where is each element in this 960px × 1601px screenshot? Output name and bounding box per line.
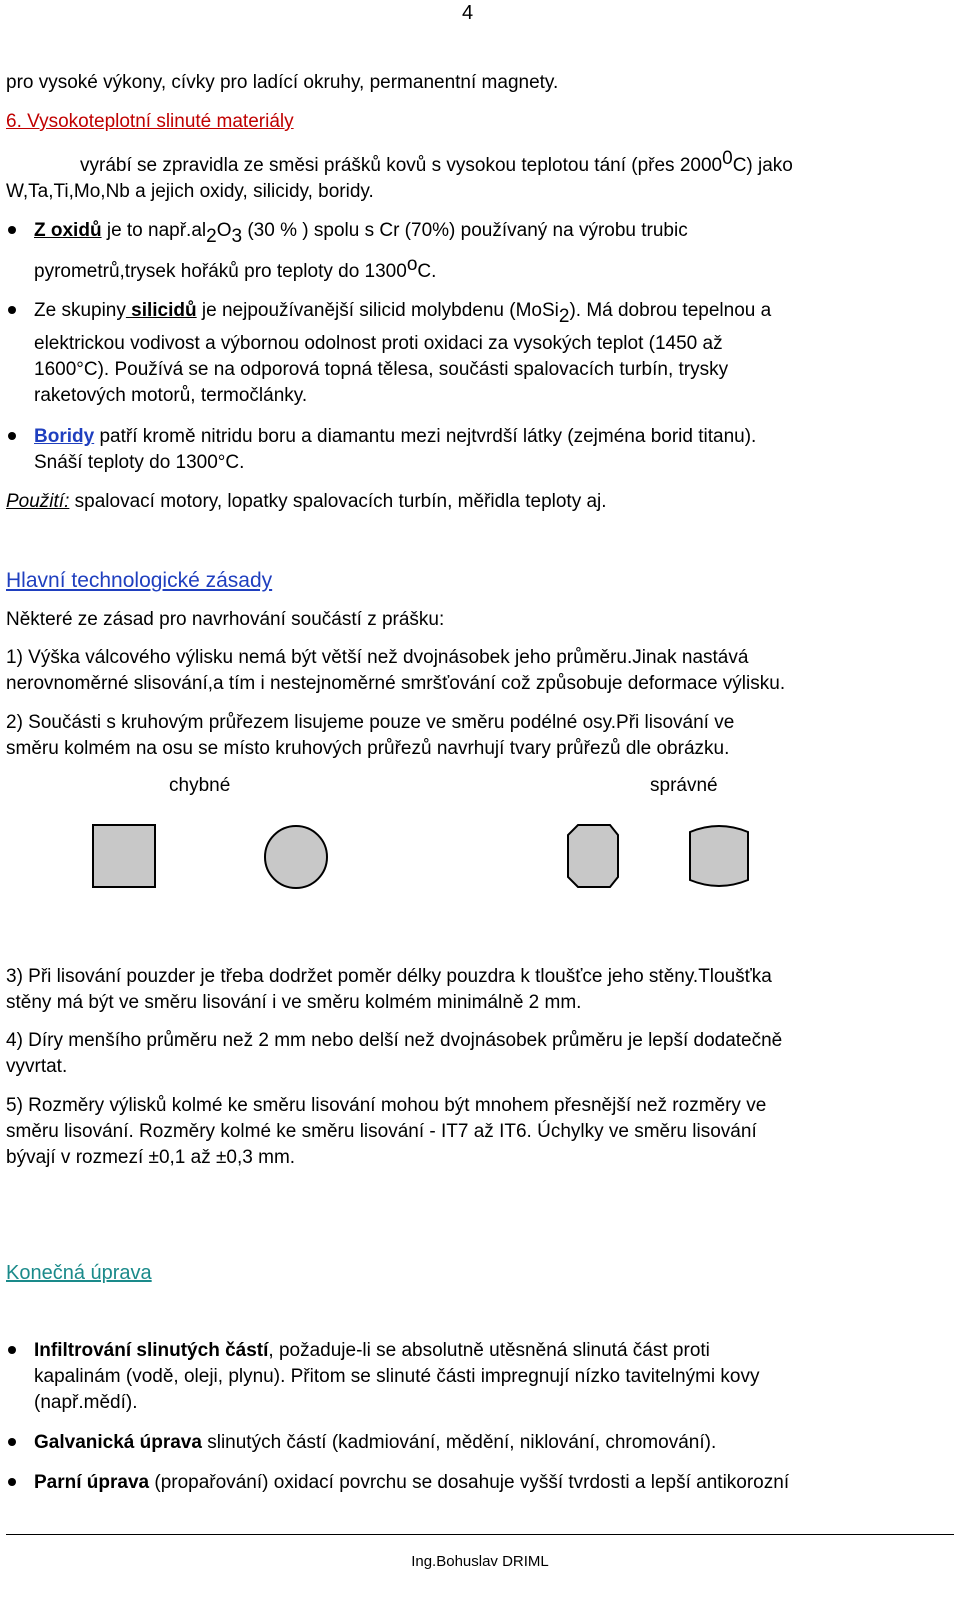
infiltration-bullet-line1: Infiltrování slinutých částí, požaduje-li se absolutně utěsněná slinutá část proti: [34, 1340, 710, 1361]
principle-3-line1: 3) Při lisování pouzder je třeba dodržet poměr délky pouzdra k tloušťce jeho stěny.Tloušťka: [6, 966, 772, 987]
principle-5-line3: bývají v rozmezí ±0,1 až ±0,3 mm.: [6, 1147, 296, 1168]
principle-4-line2: vyvrtat.: [6, 1056, 68, 1077]
bullet-icon: [8, 306, 16, 314]
square-cross-section: [93, 825, 155, 887]
infiltration-bullet-line2: kapalinám (vodě, oleji, plynu). Přitom se slinuté části impregnují nízko tavitelnými kovy: [34, 1366, 760, 1387]
page-number: 4: [462, 2, 474, 24]
silicides-bullet-line3: 1600°C). Používá se na odporová topná tělesa, součásti spalovacích turbín, trysky: [34, 359, 729, 380]
intro-line: pro vysoké výkony, cívky pro ladící okruhy, permanentní magnety.: [6, 72, 559, 93]
footer-divider: [6, 1534, 954, 1535]
principle-5-line2: směru lisování. Rozměry kolmé ke směru lisování - IT7 až IT6. Úchylky ve směru lisování: [6, 1121, 757, 1142]
usage-line: Použití: spalovací motory, lopatky spalovacích turbín, měřidla teploty aj.: [6, 491, 607, 512]
label-wrong: chybné: [169, 775, 231, 796]
section-6-paragraph-line1: vyrábí se zpravidla ze směsi prášků kovů s vysokou teplotou tání (přes 2000$^0$C) jako: [80, 148, 793, 176]
section-6-heading: 6. Vysokoteplotní slinuté materiály: [6, 111, 294, 132]
principle-2-line2: směru kolmém na osu se místo kruhových průřezů navrhují tvary průřezů dle obrázku.: [6, 738, 730, 759]
infiltration-bullet-line3: (např.mědí).: [34, 1392, 138, 1413]
footer-author: Ing.Bohuslav DRIML: [411, 1553, 549, 1570]
round-cross-section: [265, 826, 327, 888]
silicides-bullet-line4: raketových motorů, termočlánky.: [34, 385, 308, 406]
principle-2-line1: 2) Součásti s kruhovým průřezem lisujeme pouze ve směru podélné osy.Při lisování ve: [6, 712, 735, 733]
bullet-icon: [8, 432, 16, 440]
oxides-bullet-line1: Z oxidů je to $např.al_2O_3$ (30 % ) spolu s Cr (70%) používaný na výrobu trubic: [34, 220, 688, 247]
octagonal-cross-section: [568, 825, 618, 887]
cross-section-figure: [0, 810, 960, 920]
borides-bullet-line2: Snáší teploty do 1300°C.: [34, 452, 245, 473]
bullet-icon: [8, 1346, 16, 1354]
principle-4-line1: 4) Díry menšího průměru než 2 mm nebo delší než dvojnásobek průměru je lepší dodatečně: [6, 1030, 783, 1051]
principles-heading: Hlavní technologické zásady: [6, 569, 273, 592]
galvanic-bullet: Galvanická úprava slinutých částí (kadmiování, mědění, niklování, chromování).: [34, 1432, 717, 1453]
silicides-bullet-line1: Ze skupiny silicidů je nejpoužívanější silicid molybdenu (MoSi$_2$). Má dobrou tepelnou a: [34, 300, 772, 327]
oxides-bullet-line2: pyrometrů,trysek hořáků pro teploty do 1300$^o$C.: [34, 254, 437, 282]
principle-3-line2: stěny má být ve směru lisování i ve směru kolmém minimálně 2 mm.: [6, 992, 582, 1013]
bullet-icon: [8, 1478, 16, 1486]
steam-bullet: Parní úprava (propařování) oxidací povrchu se dosahuje vyšší tvrdosti a lepší antikorozní: [34, 1472, 790, 1493]
principle-1-line1: 1) Výška válcového výlisku nemá být větší než dvojnásobek jeho průměru.Jinak nastává: [6, 647, 749, 668]
principle-5-line1: 5) Rozměry výlisků kolmé ke směru lisování mohou být mnohem přesnější než rozměry ve: [6, 1095, 767, 1116]
borides-bullet-line1: Boridy patří kromě nitridu boru a diamantu mezi nejtvrdší látky (zejména borid titanu).: [34, 426, 757, 447]
bullet-icon: [8, 1438, 16, 1446]
principles-intro: Některé ze zásad pro navrhování součástí z prášku:: [6, 609, 445, 630]
section-6-paragraph-line2: W,Ta,Ti,Mo,Nb a jejich oxidy, silicidy, boridy.: [6, 181, 374, 202]
flattened-round-cross-section: [690, 826, 748, 886]
bullet-icon: [8, 226, 16, 234]
silicides-bullet-line2: elektrickou vodivost a výbornou odolnost proti oxidaci za vysokých teplot (1450 až: [34, 333, 723, 354]
principle-1-line2: nerovnoměrné slisování,a tím i nestejnoměrné smršťování což způsobuje deformace výlisku.: [6, 673, 786, 694]
finishing-heading: Konečná úprava: [6, 1262, 152, 1284]
label-right: správné: [650, 775, 718, 796]
